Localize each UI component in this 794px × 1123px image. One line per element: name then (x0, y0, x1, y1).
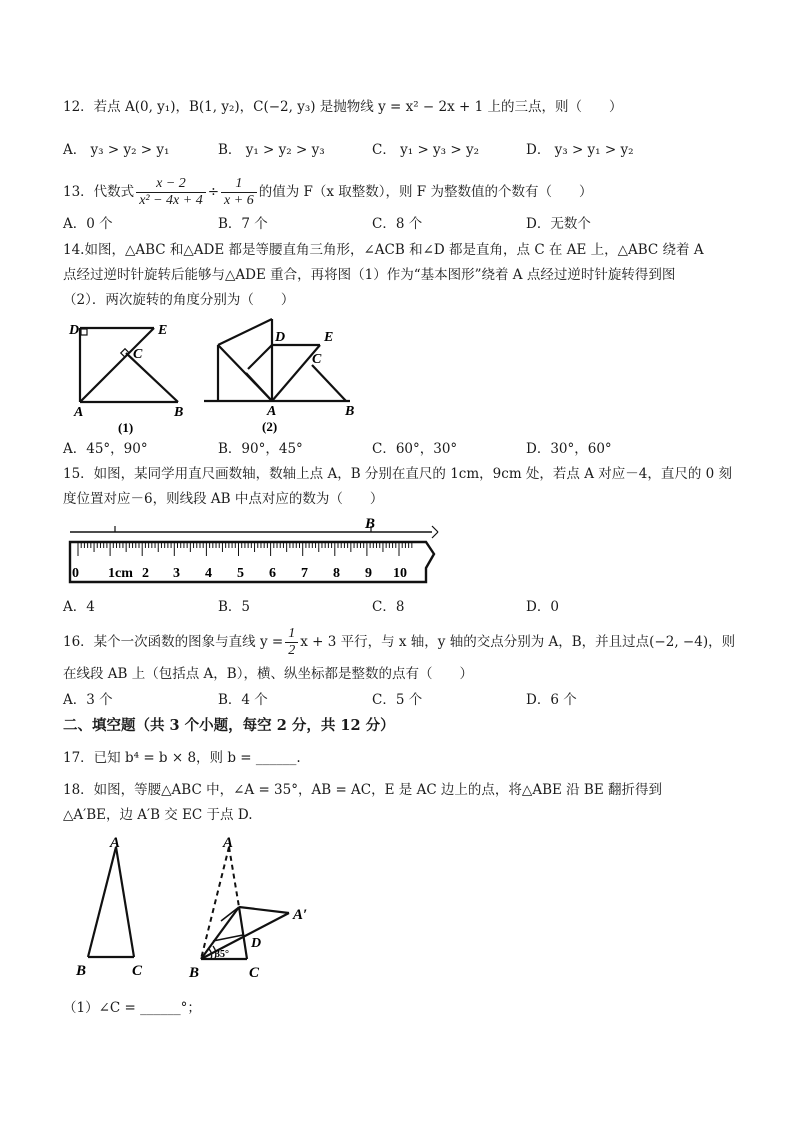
q16-suffix: x + 3 平行，与 x 轴，y 轴的交点分别为 A，B，并且过点(−2, −4)，则 (300, 634, 736, 650)
q15-line-1: 15．如图，某同学用直尺画数轴，数轴上点 A，B 分别在直尺的 1cm，9cm 处，若点 A 对应－4，直尺的 0 刻 (63, 466, 733, 482)
fig1-label-e: E (158, 323, 168, 338)
q18-line-1: 18．如图，等腰△ABC 中，∠A = 35°，AB = AC，E 是 AC 边上的点，将△ABE 沿 BE 翻折得到 (63, 782, 662, 798)
q13-option-b: B．7 个 (218, 216, 268, 232)
q14-option-a: A．45°，90° (63, 441, 148, 457)
q14-option-c: C．60°，30° (372, 441, 458, 457)
fig1-label-a: A (74, 405, 84, 420)
fig18-right-label-a-prime: A′ (293, 907, 308, 923)
q16-option-a: A．3 个 (63, 692, 113, 708)
q13-frac2-numerator: 1 (221, 176, 257, 193)
fig18-right-label-b: B (189, 965, 200, 981)
q16-frac-numerator: 1 (285, 626, 298, 643)
ruler-label-4: 4 (205, 566, 212, 581)
q13-prefix: 13．代数式 (63, 184, 135, 200)
q14-line-3: （2）．两次旋转的角度分别为（ ） (63, 292, 295, 308)
q14-option-b: B．90°，45° (218, 441, 303, 457)
q15-ruler-figure (66, 518, 446, 590)
q16-line-1 (63, 622, 735, 662)
ruler-label-0: 0 (72, 566, 79, 581)
fig2-label-a: A (267, 404, 277, 419)
q16-option-b: B．4 个 (218, 692, 268, 708)
fig18-left-label-b: B (76, 963, 87, 979)
q16-fraction (285, 626, 298, 659)
q14-figure-1 (66, 318, 196, 438)
q13-divide-sign: ÷ (207, 184, 220, 200)
fig1-label-b: B (174, 405, 184, 420)
fig18-right-label-c: C (249, 965, 260, 981)
q15-line-2: 度位置对应－6，则线段 AB 中点对应的数为（ ） (63, 491, 384, 507)
q12-option-d: D． y₃ > y₁ > y₂ (526, 142, 634, 158)
q13-option-d: D．无数个 (526, 216, 591, 232)
q13-frac1-denominator: x² − 4x + 4 (139, 193, 203, 208)
ruler-ticks (78, 542, 412, 556)
fig18-left-label-a: A (110, 835, 121, 851)
q15-option-c: C．8 (372, 599, 405, 615)
q13-fraction-2 (221, 176, 257, 209)
ruler-label-2: 2 (142, 566, 149, 581)
q14-figure-2 (200, 315, 370, 435)
fig1-label-c: C (133, 347, 143, 362)
q12-stem: 12．若点 A(0, y₁)，B(1, y₂)，C(−2, y₃) 是抛物线 y = x² − 2x + 1 上的三点，则（ ） (63, 99, 623, 115)
q15-option-d: D．0 (526, 599, 559, 615)
q18-figure-right (183, 835, 323, 985)
q16-prefix: 16．某个一次函数的图象与直线 y = (63, 634, 284, 650)
ruler-point-b-label: B (365, 518, 376, 532)
q15-option-b: B．5 (218, 599, 251, 615)
q12-option-b: B． y₁ > y₂ > y₃ (218, 142, 325, 158)
fig2-label-c: C (312, 352, 322, 367)
q16-option-d: D．6 个 (526, 692, 577, 708)
q13-frac1-numerator: x − 2 (136, 176, 206, 193)
q16-option-c: C．5 个 (372, 692, 423, 708)
ruler-label-7: 7 (301, 566, 308, 581)
q13-suffix: 的值为 F（x 取整数），则 F 为整数值的个数有（ ） (258, 184, 593, 200)
section-2-heading: 二、填空题（共 3 个小题，每空 2 分，共 12 分） (63, 717, 395, 734)
q12-option-a: A． y₃ > y₂ > y₁ (63, 142, 170, 158)
fig1-label-d: D (69, 323, 80, 338)
q18-line-2: △A′BE，边 A′B 交 EC 于点 D. (63, 807, 253, 823)
fig2-label-e: E (324, 330, 334, 345)
ruler-label-3: 3 (173, 566, 180, 581)
fig2-label-b: B (345, 404, 355, 419)
q15-option-a: A．4 (63, 599, 95, 615)
q13-frac2-denominator: x + 6 (224, 193, 254, 208)
q16-line-2: 在线段 AB 上（包括点 A，B），横、纵坐标都是整数的点有（ ） (63, 666, 473, 682)
ruler-label-1cm: 1cm (108, 566, 133, 581)
q16-frac-denominator: 2 (288, 643, 296, 658)
q13-option-c: C．8 个 (372, 216, 423, 232)
q14-line-1: 14.如图，△ABC 和△ADE 都是等腰直角三角形，∠ACB 和∠D 都是直角，点 C 在 AE 上，△ABC 绕着 A (63, 242, 704, 258)
fig2-label-d: D (275, 330, 286, 345)
ruler-label-8: 8 (333, 566, 340, 581)
fig18-right-label-a: A (223, 835, 234, 851)
ruler-label-5: 5 (237, 566, 244, 581)
fig2-caption: (2) (262, 419, 278, 434)
ruler-label-9: 9 (365, 566, 372, 581)
q18-figure-left (72, 835, 162, 985)
fig18-right-label-d: D (251, 936, 262, 951)
q17-stem: 17．已知 b⁴ = b × 8，则 b = ______. (63, 750, 301, 766)
q18-sub-question-1: （1）∠C = ______°； (63, 1000, 201, 1016)
ruler-label-6: 6 (269, 566, 276, 581)
ruler-label-10: 10 (393, 566, 407, 581)
q13-stem (63, 172, 592, 212)
fig1-caption: (1) (118, 420, 134, 435)
q12-option-c: C． y₁ > y₃ > y₂ (372, 142, 480, 158)
fig18-left-label-c: C (132, 963, 143, 979)
q13-fraction-1 (136, 176, 206, 209)
q14-line-2: 点经过逆时针旋转后能够与△ADE 重合，再将图（1）作为“基本图形”绕着 A 点经过逆时针旋转得到图 (63, 267, 676, 283)
q13-option-a: A．0 个 (63, 216, 113, 232)
q14-option-d: D．30°，60° (526, 441, 612, 457)
fig18-right-angle-label: 35° (215, 949, 229, 960)
